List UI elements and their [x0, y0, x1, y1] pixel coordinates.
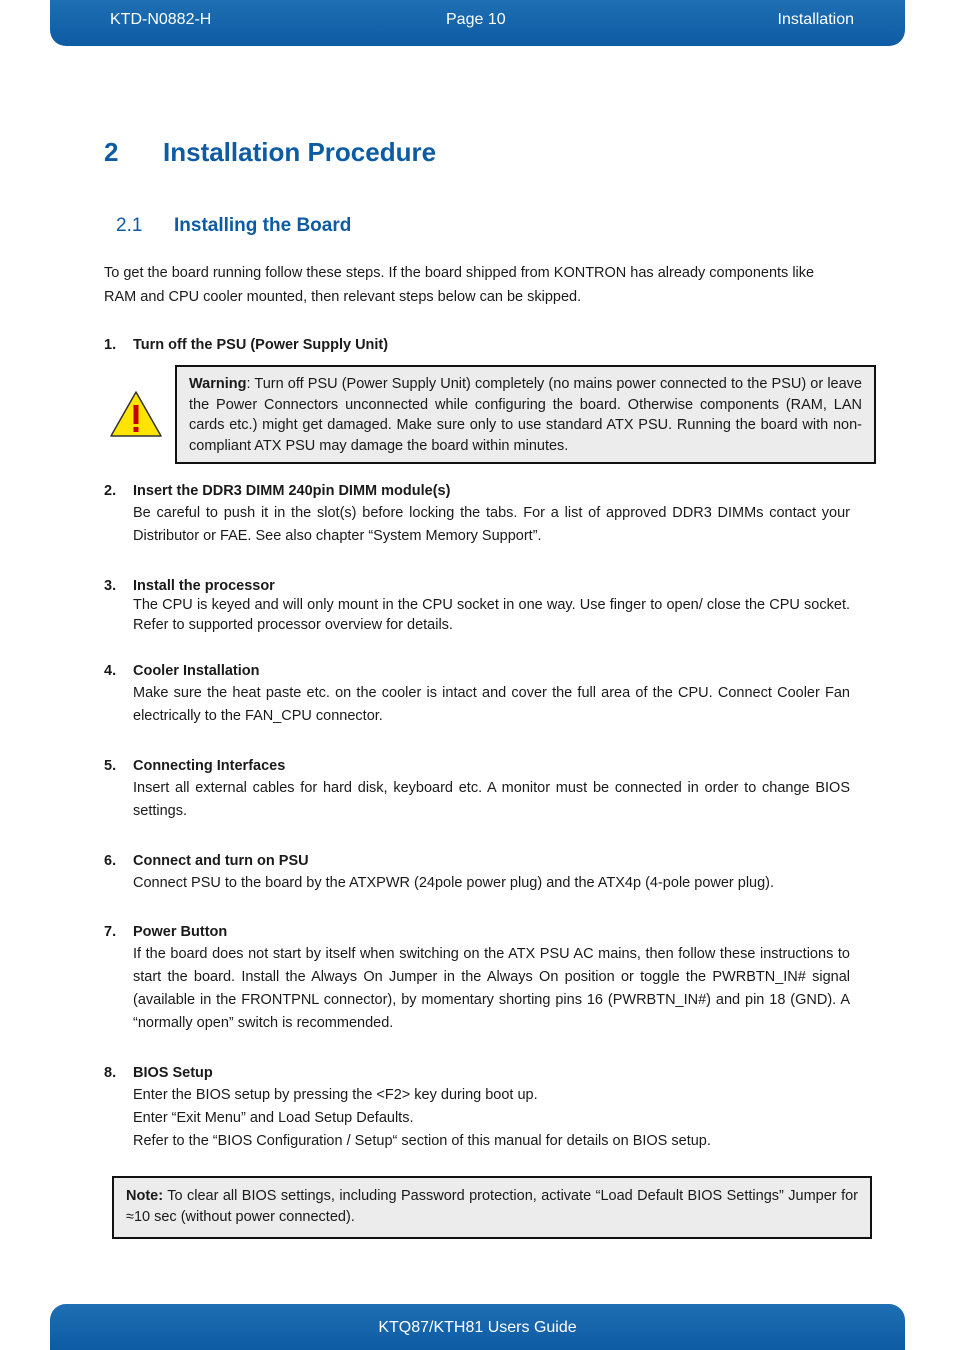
step-5 [104, 758, 850, 823]
step-line: Enter the BIOS setup by pressing the <F2> key during boot up. [133, 1087, 538, 1103]
page-number: Page 10 [446, 11, 506, 28]
step-number: 5. [104, 758, 117, 774]
chapter-title: Installation Procedure [163, 137, 437, 167]
step-6 [104, 853, 850, 895]
warning-text: : Turn off PSU (Power Supply Unit) completely (no mains power connected to the PSU) or leave the Power Connectors unconnected while configuring the board. Otherwise components (RAM, LAN cards etc.) might get damaged. Make sure only to use standard ATX PSU. Running the board with non-compliant ATX PSU may damage the board within minutes. [189, 376, 862, 454]
step-title: Install the processor [133, 578, 275, 594]
step-body: Insert all external cables for hard disk, keyboard etc. A monitor must be connected in order to change BIOS settings. [133, 780, 850, 819]
step-title: Insert the DDR3 DIMM 240pin DIMM module(s) [133, 483, 451, 499]
header-section: Installation [777, 11, 854, 28]
step-title: Turn off the PSU (Power Supply Unit) [133, 337, 389, 353]
note-text: To clear all BIOS settings, including Password protection, activate “Load Default BIOS Settings” Jumper for ≈10 sec (without power connected). [126, 1188, 858, 1225]
step-1 [104, 337, 850, 353]
step-8 [104, 1065, 850, 1153]
doc-id: KTD-N0882-H [110, 11, 212, 28]
warning-label: Warning [189, 376, 247, 392]
step-number: 1. [104, 337, 117, 353]
step-title: Connect and turn on PSU [133, 853, 309, 869]
page-footer [50, 1304, 905, 1350]
chapter-heading [104, 137, 436, 168]
step-number: 7. [104, 924, 117, 940]
step-number: 8. [104, 1065, 117, 1081]
step-4 [104, 663, 850, 728]
warning-triangle-icon [109, 390, 163, 438]
section-number: 2.1 [116, 215, 143, 236]
step-body: Connect PSU to the board by the ATXPWR (24pole power plug) and the ATX4p (4-pole power plug). [133, 875, 775, 891]
step-line: Enter “Exit Menu” and Load Setup Defaults. [133, 1110, 414, 1126]
step-number: 2. [104, 483, 117, 499]
note-label: Note: [126, 1188, 164, 1204]
section-title: Installing the Board [174, 215, 352, 236]
chapter-number: 2 [104, 137, 119, 167]
step-2 [104, 483, 850, 548]
step-number: 6. [104, 853, 117, 869]
step-3 [104, 578, 850, 635]
step-body [133, 1084, 850, 1153]
step-title: Power Button [133, 924, 228, 940]
intro-paragraph: To get the board running follow these steps. If the board shipped from KONTRON has already components like RAM and CPU cooler mounted, then relevant steps below can be skipped. [104, 265, 815, 305]
section-heading [116, 215, 351, 237]
step-title: BIOS Setup [133, 1065, 213, 1081]
step-number: 3. [104, 578, 117, 594]
warning-box [175, 365, 876, 464]
step-number: 4. [104, 663, 117, 679]
step-body: The CPU is keyed and will only mount in the CPU socket in one way. Use finger to open/ close the CPU socket. Refer to supported processor overview for details. [133, 597, 850, 633]
step-title: Connecting Interfaces [133, 758, 286, 774]
step-body: Make sure the heat paste etc. on the cooler is intact and cover the full area of the CPU. Connect Cooler Fan electrically to the FAN_CPU connector. [133, 685, 850, 724]
step-7 [104, 924, 850, 1035]
step-title: Cooler Installation [133, 663, 260, 679]
note-box [112, 1176, 872, 1239]
step-body: If the board does not start by itself when switching on the ATX PSU AC mains, then follow these instructions to start the board. Install the Always On Jumper in the Always On position or toggle the PWRBTN_IN# signal (available in the FRONTPNL connector), by momentary shorting pins 16 (PWRBTN_IN#) and pin 18 (GND). A “normally open” switch is recommended. [133, 946, 850, 1031]
step-line: Refer to the “BIOS Configuration / Setup“ section of this manual for details on BIOS setup. [133, 1133, 711, 1149]
page-header [50, 0, 905, 46]
step-body: Be careful to push it in the slot(s) before locking the tabs. For a list of approved DDR3 DIMMs contact your Distributor or FAE. See also chapter “System Memory Support”. [133, 505, 850, 544]
footer-title: KTQ87/KTH81 Users Guide [378, 1319, 577, 1336]
